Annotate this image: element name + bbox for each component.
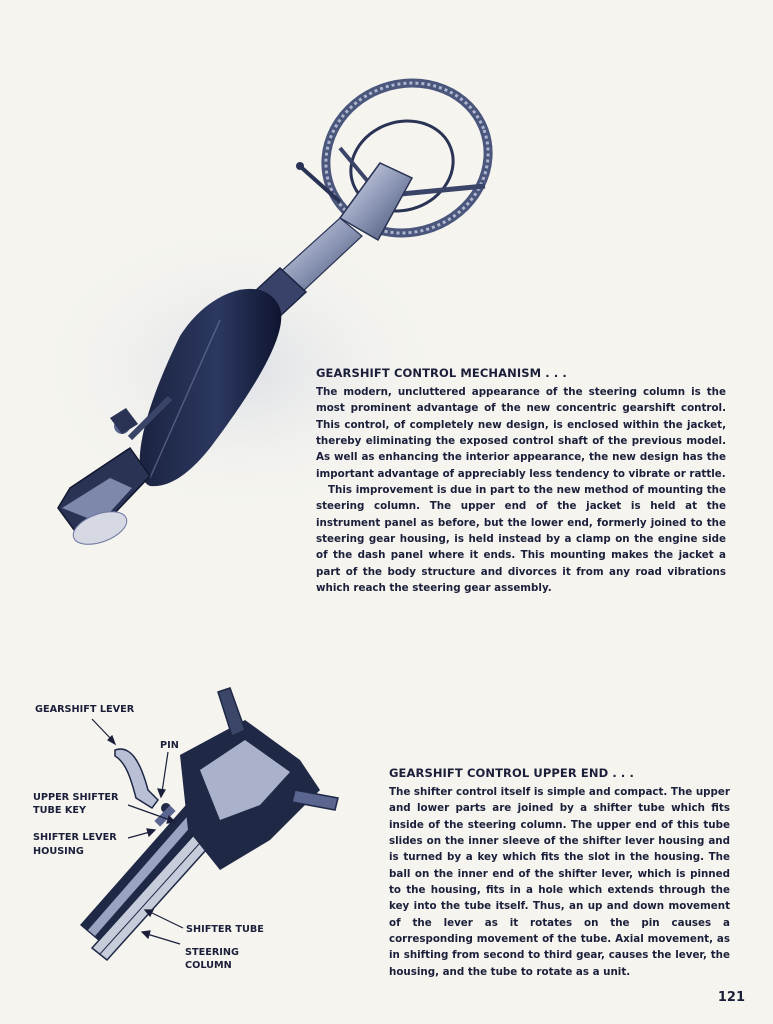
- section-heading: GEARSHIFT CONTROL MECHANISM . . .: [316, 366, 567, 380]
- upper-end-section: [389, 766, 730, 980]
- steering-column-label-line1: STEERING: [185, 947, 239, 958]
- page-number: 121: [717, 990, 745, 1005]
- upper-shifter-tube-key-label-line1: UPPER SHIFTER: [33, 792, 119, 803]
- section-heading: GEARSHIFT CONTROL UPPER END . . .: [389, 766, 634, 780]
- pin-label: PIN: [160, 740, 179, 751]
- shifter-lever-housing-label-line1: SHIFTER LEVER: [33, 832, 117, 843]
- paragraph: The modern, uncluttered appearance of the steering column is the most prominent advantage of the new concentric gearshift control. This control, of completely new design, is enclosed within the jacket, thereby eliminating the exposed control shaft of the previous model. As well as enhancing the interior appearance, the new design has the important advantage of appreciably less tendency to vibrate or rattle.: [316, 386, 726, 480]
- gearshift-lever-label: GEARSHIFT LEVER: [35, 704, 135, 715]
- upper-shifter-tube-key-label-line2: TUBE KEY: [33, 805, 86, 816]
- steering-column-label-line2: COLUMN: [185, 960, 232, 971]
- paragraph: The shifter control itself is simple and compact. The upper and lower parts are joined by a shifter tube which fits inside of the steering column. The upper end of this tube slides on the inner sleeve of the shifter lever housing and is turned by a key which fits the slot in the housing. The ball on the inner end of the shifter lever, which is pinned to the housing, fits in a hole which extends through the key into the tube itself. Thus, an up and down movement of the lever as it rotates on the pin causes a corresponding movement of the tube. Axial movement, as in shifting from second to third gear, causes the lever, the housing, and the tube to rotate as a unit.: [389, 786, 730, 978]
- gearshift-mechanism-section: [316, 366, 726, 596]
- shifter-lever-housing-label-line2: HOUSING: [33, 846, 84, 857]
- shifter-tube-label: SHIFTER TUBE: [186, 924, 264, 935]
- paragraph: This improvement is due in part to the new method of mounting the steering column. The upper end of the jacket is held at the instrument panel as before, but the lower end, formerly joined to the steering gear housing, is held instead by a clamp on the engine side of the dash panel where it ends. This mounting makes the jacket a part of the body structure and divorces it from any road vibrations which reach the steering gear assembly.: [316, 484, 726, 595]
